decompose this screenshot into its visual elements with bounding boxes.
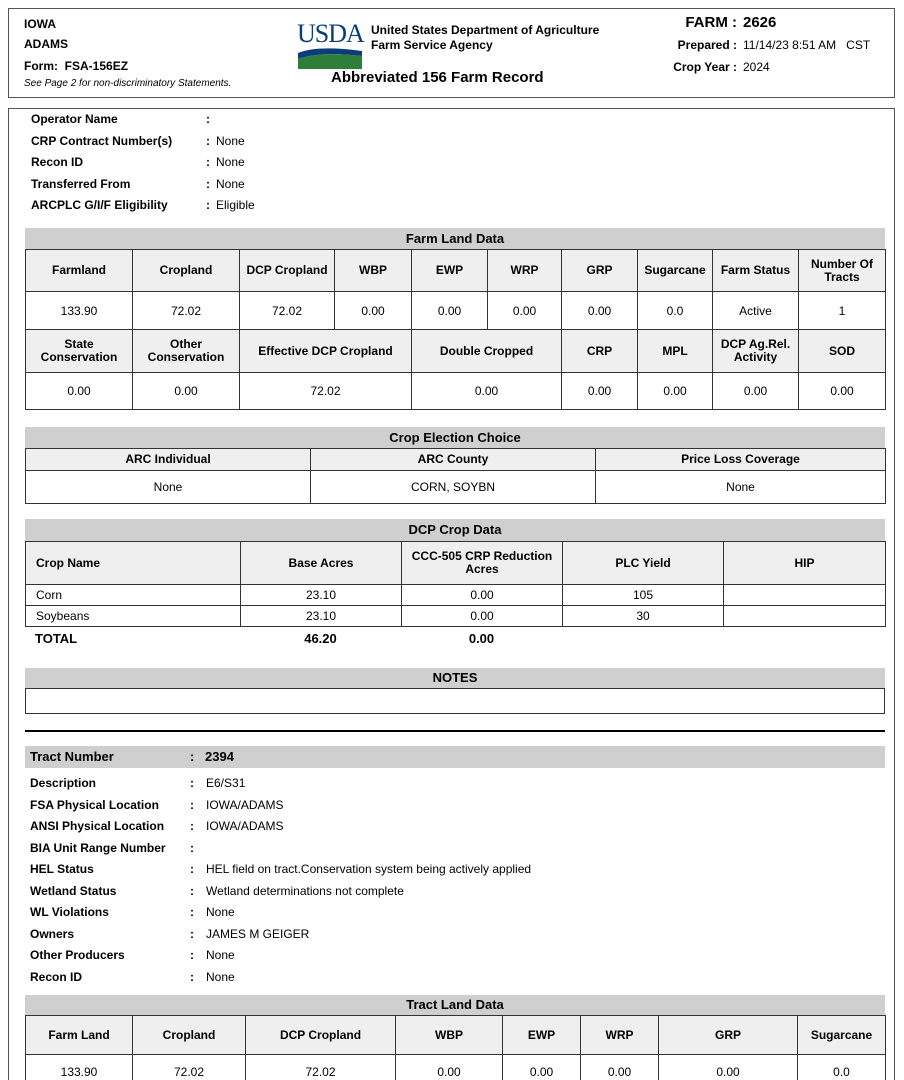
tract-info-label: Description [30, 776, 97, 790]
tract-info-row: Wetland Status : Wetland determinations not complete [30, 881, 531, 903]
farm-info-label: Operator Name [31, 112, 118, 126]
table-cell: 133.90 [26, 292, 133, 330]
column-header: Price Loss Coverage [596, 449, 886, 471]
table-cell: 0.00 [335, 292, 412, 330]
table-cell: None [26, 471, 311, 504]
crop-year [649, 56, 894, 78]
farm-info-value: Eligible [216, 198, 255, 212]
table-cell: 0.00 [799, 373, 886, 410]
column-header: EWP [412, 250, 488, 292]
column-header: Sugarcane [638, 250, 713, 292]
column-header: HIP [724, 542, 886, 585]
column-header: Number Of Tracts [799, 250, 886, 292]
tract-number-bar: Tract Number : 2394 [25, 746, 885, 768]
table-cell: 105 [563, 585, 724, 606]
table-cell: 0.00 [412, 292, 488, 330]
table-cell: 0.00 [488, 292, 562, 330]
column-header: Other Conservation [133, 330, 240, 373]
column-header: Farm Status [713, 250, 799, 292]
farm-land-value-row-2 [26, 373, 886, 410]
table-cell: None [596, 471, 886, 504]
crop-election-table [25, 448, 886, 504]
tract-land-data-table [25, 1015, 886, 1080]
tract-info-label: Owners [30, 926, 75, 941]
tract-info-value: None [206, 948, 235, 962]
table-cell: 0.00 [26, 373, 133, 410]
prepared-label: Prepared : [677, 38, 737, 52]
farm-info-value: None [216, 176, 245, 191]
agency-line-2: Farm Service Agency [371, 38, 493, 52]
column-header: DCP Cropland [240, 250, 335, 292]
column-header: GRP [659, 1016, 798, 1055]
tract-land-value-row [26, 1055, 886, 1080]
table-cell: 0.00 [396, 1055, 503, 1080]
farm-land-header-row-2 [26, 330, 886, 373]
header-right [649, 12, 894, 78]
tract-info-row: ANSI Physical Location : IOWA/ADAMS [30, 816, 531, 838]
notes-title: NOTES [25, 668, 885, 688]
table-cell: 0.00 [133, 373, 240, 410]
tract-info-value: None [206, 905, 235, 919]
column-header: SOD [799, 330, 886, 373]
header-left [24, 14, 231, 89]
column-header: State Conservation [26, 330, 133, 373]
tract-info-row: Owners : JAMES M GEIGER [30, 924, 531, 946]
crop-name-cell: Corn [26, 585, 241, 606]
table-cell: 0.00 [503, 1055, 581, 1080]
column-header: WBP [335, 250, 412, 292]
farm-info-list [31, 109, 255, 217]
farm-info-row: Transferred From : None [31, 174, 255, 196]
column-header: PLC Yield [563, 542, 724, 585]
table-cell: 0.00 [659, 1055, 798, 1080]
farm-land-value-row [26, 292, 886, 330]
column-header: Sugarcane [798, 1016, 886, 1055]
column-header: Double Cropped [412, 330, 562, 373]
column-header: Base Acres [241, 542, 402, 585]
table-cell: 0.00 [402, 585, 563, 606]
tract-info-row: HEL Status : HEL field on tract.Conservation system being actively applied [30, 859, 531, 881]
table-cell: 1 [799, 292, 886, 330]
agency-line-1: United States Department of Agriculture [371, 23, 600, 37]
column-header: Cropland [133, 250, 240, 292]
tract-info-value: IOWA/ADAMS [206, 819, 284, 833]
crop-election-value-row [26, 471, 886, 504]
tract-info-row: Description : E6/S31 [30, 773, 531, 795]
tract-info-label: Wetland Status [30, 883, 117, 898]
section-divider [25, 730, 885, 732]
farm-info-label: Recon ID [31, 155, 84, 169]
total-crp-reduction: 0.00 [468, 631, 495, 646]
column-header: ARC Individual [26, 449, 311, 471]
column-header: CRP [562, 330, 638, 373]
crop-election-title: Crop Election Choice [25, 427, 885, 448]
crop-year-label: Crop Year : [673, 60, 737, 74]
farm-info-value: None [216, 155, 245, 169]
notes-box [25, 688, 885, 714]
tract-number-label: Tract Number [30, 749, 114, 764]
tract-info-value: HEL field on tract.Conservation system being actively applied [206, 862, 532, 876]
farm-record-body [8, 108, 895, 1080]
non-discrimination-note: See Page 2 for non-discriminatory Statements. [24, 78, 232, 89]
farm-value: 2626 [743, 14, 777, 31]
farm-label: FARM : [685, 14, 737, 31]
column-header: Farm Land [26, 1016, 133, 1055]
table-cell [724, 606, 886, 627]
tract-info-row: Recon ID : None [30, 967, 531, 989]
table-cell: 0.00 [713, 373, 799, 410]
dcp-crop-data-table [25, 541, 886, 627]
tract-info-label: Recon ID [30, 969, 83, 984]
form-number [24, 56, 231, 76]
table-cell: 0.00 [638, 373, 713, 410]
tract-info-value: Wetland determinations not complete [206, 883, 404, 898]
farm-number [649, 12, 894, 34]
table-cell: 0.00 [402, 606, 563, 627]
column-header: Effective DCP Cropland [240, 330, 412, 373]
farm-land-header-row [26, 250, 886, 292]
column-header: Cropland [133, 1016, 246, 1055]
farm-info-label: ARCPLC G/I/F Eligibility [31, 198, 168, 212]
crop-election-header-row [26, 449, 886, 471]
table-cell: 72.02 [246, 1055, 396, 1080]
tract-land-data-title: Tract Land Data [25, 995, 885, 1015]
tract-info-label: FSA Physical Location [30, 797, 159, 812]
state-name: IOWA [24, 17, 56, 31]
table-row [26, 606, 886, 627]
table-cell: 72.02 [133, 1055, 246, 1080]
prepared-date [649, 34, 894, 56]
table-cell: 0.00 [562, 292, 638, 330]
farm-info-row: Operator Name : [31, 109, 255, 131]
column-header: Farmland [26, 250, 133, 292]
tract-info-row: Other Producers : None [30, 945, 531, 967]
total-base-acres: 46.20 [304, 631, 337, 646]
table-cell [724, 585, 886, 606]
table-cell: 23.10 [241, 585, 402, 606]
farm-info-row: CRP Contract Number(s) : None [31, 131, 255, 153]
form-header [8, 8, 895, 98]
column-header: WRP [581, 1016, 659, 1055]
table-cell: 72.02 [240, 292, 335, 330]
form-label: Form: [24, 59, 58, 73]
tract-info-value: E6/S31 [206, 776, 246, 790]
table-cell: 30 [563, 606, 724, 627]
farm-info-row: Recon ID : None [31, 152, 255, 174]
tract-info-label: ANSI Physical Location [30, 819, 165, 833]
table-cell: 0.0 [798, 1055, 886, 1080]
table-cell: Active [713, 292, 799, 330]
table-cell: 0.00 [581, 1055, 659, 1080]
column-header: DCP Ag.Rel. Activity [713, 330, 799, 373]
tract-info-row: BIA Unit Range Number : [30, 838, 531, 860]
tract-land-header-row [26, 1016, 886, 1055]
column-header: WBP [396, 1016, 503, 1055]
dcp-crop-data-title: DCP Crop Data [25, 519, 885, 541]
agency-name [371, 23, 599, 53]
farm-info-label: CRP Contract Number(s) [31, 133, 173, 148]
crop-year-value: 2024 [743, 60, 770, 74]
column-header: GRP [562, 250, 638, 292]
form-value: FSA-156EZ [64, 59, 129, 73]
tract-info-list [30, 773, 531, 988]
tract-info-row: WL Violations : None [30, 902, 531, 924]
usda-logo-icon [297, 21, 363, 69]
tract-info-label: WL Violations [30, 905, 109, 919]
page-title: Abbreviated 156 Farm Record [331, 69, 544, 86]
tract-info-label: HEL Status [30, 862, 94, 876]
tract-number-value: 2394 [205, 749, 234, 764]
table-cell: 0.0 [638, 292, 713, 330]
column-header: EWP [503, 1016, 581, 1055]
farm-land-data-table [25, 249, 886, 410]
table-cell: 23.10 [241, 606, 402, 627]
farm-info-label: Transferred From [31, 176, 131, 191]
tract-info-label: Other Producers [30, 948, 125, 962]
tract-info-value: IOWA/ADAMS [206, 797, 284, 812]
column-header: Crop Name [26, 542, 241, 585]
usda-logo-text: USDA [297, 19, 364, 48]
usda-swoosh-icon [298, 47, 362, 69]
table-cell: 72.02 [133, 292, 240, 330]
farm-info-row: ARCPLC G/I/F Eligibility : Eligible [31, 195, 255, 217]
total-label: TOTAL [35, 631, 78, 646]
tract-info-value: None [206, 969, 235, 984]
column-header: CCC-505 CRP Reduction Acres [402, 542, 563, 585]
table-cell: 0.00 [562, 373, 638, 410]
table-row [26, 585, 886, 606]
farm-land-data-title: Farm Land Data [25, 228, 885, 249]
tract-info-value: JAMES M GEIGER [206, 926, 310, 941]
farm-info-value: None [216, 133, 245, 148]
tract-info-label: BIA Unit Range Number [30, 840, 166, 855]
table-cell: 133.90 [26, 1055, 133, 1080]
crop-name-cell: Soybeans [26, 606, 241, 627]
table-cell: 72.02 [240, 373, 412, 410]
table-cell: 0.00 [412, 373, 562, 410]
tract-info-row: FSA Physical Location : IOWA/ADAMS [30, 795, 531, 817]
column-header: MPL [638, 330, 713, 373]
column-header: ARC County [311, 449, 596, 471]
dcp-header-row [26, 542, 886, 585]
prepared-value: 11/14/23 8:51 AM CST [743, 38, 871, 52]
column-header: DCP Cropland [246, 1016, 396, 1055]
table-cell: CORN, SOYBN [311, 471, 596, 504]
county-name: ADAMS [24, 37, 68, 51]
column-header: WRP [488, 250, 562, 292]
